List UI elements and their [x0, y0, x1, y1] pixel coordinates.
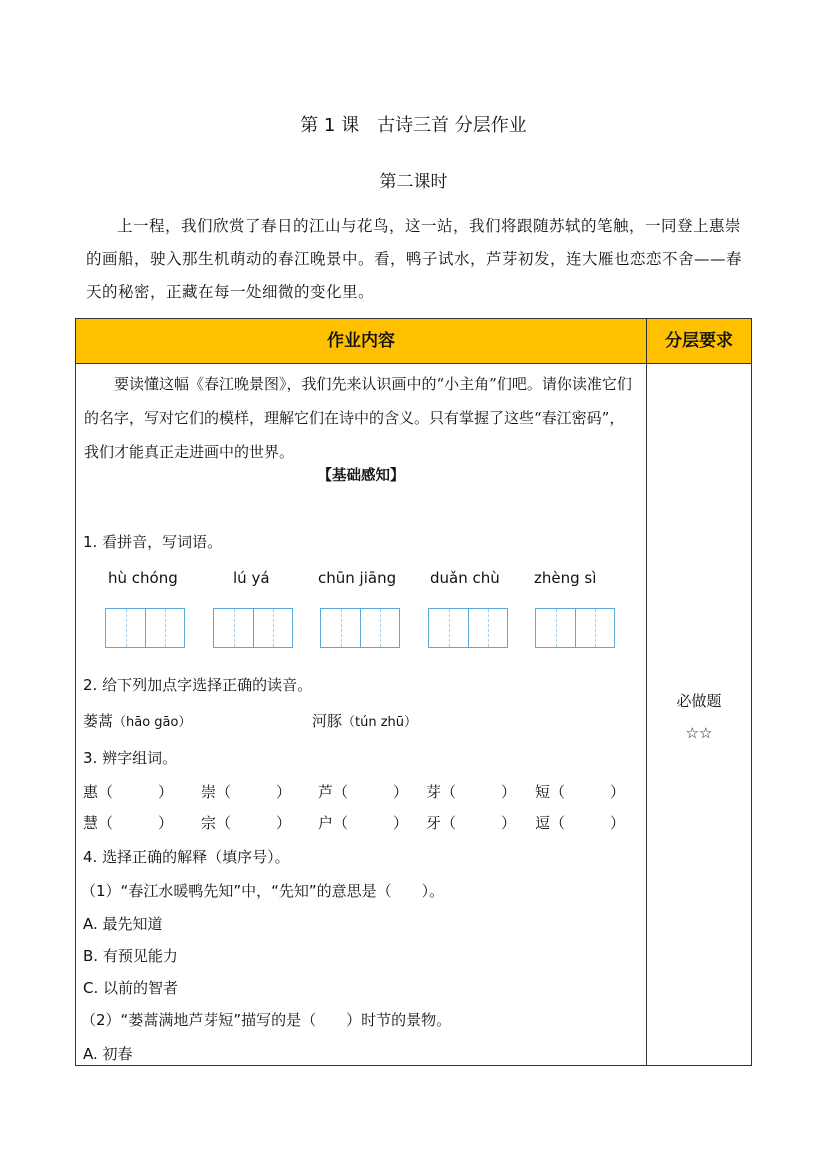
pinyin-1: hù chóng: [108, 569, 178, 587]
q4-option-b: B. 有预见能力: [83, 947, 178, 965]
q2-pinyin-2: （tún zhū）: [342, 715, 418, 730]
q4-2-option-a: A. 初春: [83, 1045, 133, 1063]
header-requirement: 分层要求: [665, 331, 733, 351]
q2-word-1: 蒌蒿: [83, 712, 114, 730]
requirement-label: 必做题: [676, 692, 722, 710]
question-4-title: 4. 选择正确的解释（填序号）。: [83, 848, 290, 866]
q3-cell: 芽（ ）: [426, 783, 517, 801]
q4-sub-2: （2）“蒌蒿满地芦芽短”描写的是（ ）时节的景物。: [81, 1011, 452, 1029]
q2-word-2: 河豚: [312, 712, 343, 730]
question-3-title: 3. 辨字组词。: [83, 749, 178, 767]
header-content: 作业内容: [327, 331, 395, 351]
q3-cell: 户（ ）: [318, 814, 409, 832]
q3-cell: 逗（ ）: [535, 814, 626, 832]
q3-cell: 慧（ ）: [83, 814, 174, 832]
q2-item-2: [312, 710, 417, 731]
q3-cell: 惠（ ）: [83, 783, 174, 801]
writing-grid[interactable]: [428, 608, 508, 648]
pinyin-3: chūn jiāng: [318, 569, 397, 587]
writing-grid[interactable]: [535, 608, 615, 648]
q2-item-1: [83, 710, 191, 731]
page-title: 第 1 课 古诗三首 分层作业: [300, 115, 527, 136]
pinyin-4: duǎn chù: [430, 569, 500, 587]
q3-cell: 牙（ ）: [426, 814, 517, 832]
requirement-cell: [647, 685, 751, 749]
writing-grid[interactable]: [213, 608, 293, 648]
intro-paragraph: 上一程，我们欣赏了春日的江山与花鸟，这一站，我们将跟随苏轼的笔触，一同登上惠崇的画船，驶入那生机萌动的春江晚景中。看，鸭子试水，芦芽初发，连大雁也恋恋不舍——春天的秘密，正藏在每一处细微的变化里。: [86, 217, 743, 301]
page-subtitle: 第二课时: [379, 172, 448, 192]
homework-table: [75, 318, 752, 1066]
q3-cell: 短（ ）: [535, 783, 626, 801]
q4-sub-1: （1）“春江水暖鸭先知”中，“先知”的意思是（ ）。: [81, 882, 445, 900]
question-1-title: 1. 看拼音，写词语。: [83, 533, 223, 551]
q3-cell: 宗（ ）: [201, 814, 292, 832]
q4-option-c: C. 以前的智者: [83, 979, 179, 997]
q2-pinyin-1: （hāo gāo）: [113, 715, 192, 730]
pinyin-2: lú yá: [233, 569, 270, 587]
writing-grid[interactable]: [105, 608, 185, 648]
lead-paragraph: 要读懂这幅《春江晚景图》，我们先来认识画中的“小主角”们吧。请你读准它们的名字，写对它们的模样，理解它们在诗中的含义。只有掌握了这些“春江密码”，我们才能真正走进画中的世界。: [84, 375, 632, 461]
q3-cell: 芦（ ）: [318, 783, 409, 801]
pinyin-5: zhèng sì: [534, 569, 597, 587]
q4-option-a: A. 最先知道: [83, 915, 163, 933]
section-title: 【基础感知】: [317, 468, 405, 484]
writing-grid[interactable]: [320, 608, 400, 648]
q3-cell: 崇（ ）: [201, 783, 292, 801]
question-2-title: 2. 给下列加点字选择正确的读音。: [83, 676, 313, 694]
table-header: [76, 319, 751, 364]
requirement-stars: ☆☆: [685, 724, 713, 742]
